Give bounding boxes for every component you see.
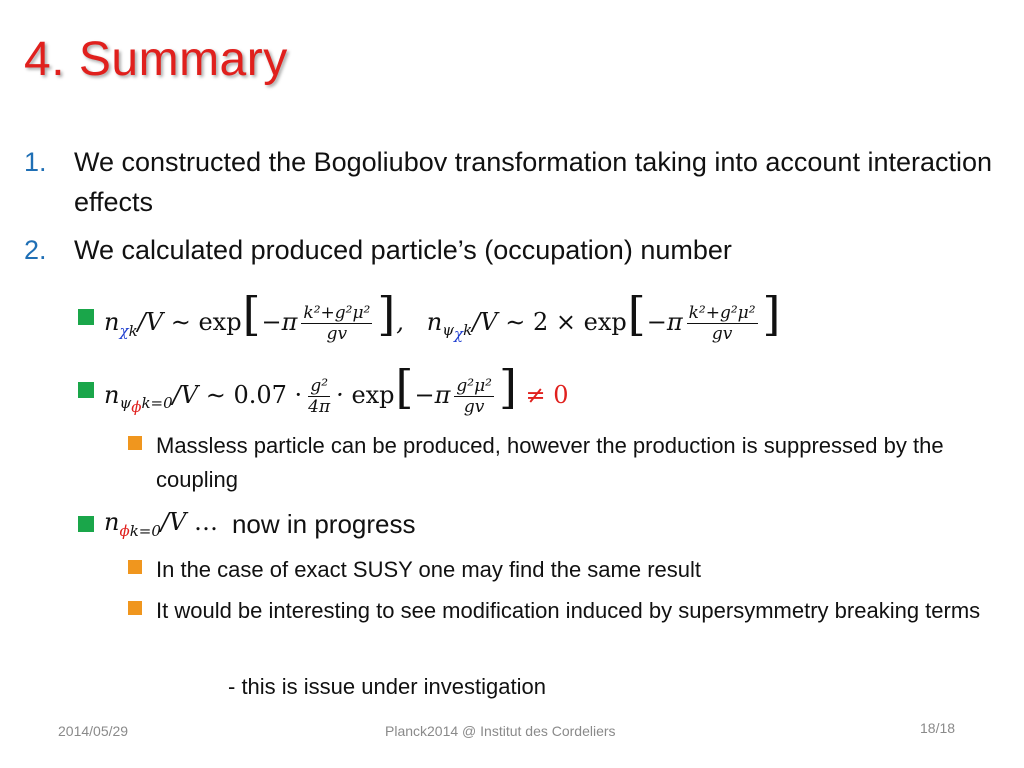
list-item-1 xyxy=(24,142,1004,222)
investigation-note: - this is issue under investigation xyxy=(228,674,546,699)
progress-text: now in progress xyxy=(231,508,416,539)
not-equal-zero: ≠ 0 xyxy=(525,380,569,409)
footer-date: 2014/05/29 xyxy=(58,723,129,739)
subbullet-modification: It would be interesting to see modification induced by supersymmetry breaking terms xyxy=(128,594,1006,628)
equation-occupation-chi-psi: $n_{\chi k}/V$ ∼ exp[−π $\frac{\text{k²+g²μ²}}{gv}$ ], $n_{\psi_\chi k}/V$ ∼ 2 × exp[−π $\frac{\text{k²+g²μ²}}{gv}$ ] xyxy=(78,287,781,347)
orange-bullet-icon xyxy=(128,560,142,574)
equation-occupation-phi: $n_{\phi k=0}/V$ … now in progress xyxy=(78,494,416,554)
list-item-2 xyxy=(24,230,1004,270)
orange-bullet-icon xyxy=(128,601,142,615)
green-bullet-icon xyxy=(78,382,94,398)
equation-occupation-psi-phi: $n_{\psi_\phi k=0}/V$ ∼ 0.07 · $\frac{\text{g²}}{4\pi}$ · exp[−π $\frac{\text{g²μ²}}{gv}$ ] ≠ 0 xyxy=(78,360,569,420)
list-text: We calculated produced particle’s (occupation) number xyxy=(74,235,732,265)
footer-venue: Planck2014 @ Institut des Cordeliers xyxy=(385,723,616,739)
green-bullet-icon xyxy=(78,309,94,325)
subbullet-massless: Massless particle can be produced, however the production is suppressed by the coupling xyxy=(128,429,1006,497)
list-text: We constructed the Bogoliubov transformation taking into account interaction effects xyxy=(74,147,993,217)
orange-bullet-icon xyxy=(128,436,142,450)
list-number: 2. xyxy=(24,235,47,265)
list-number: 1. xyxy=(24,147,47,177)
footer-page-number: 18/18 xyxy=(920,720,956,736)
subbullet-susy: In the case of exact SUSY one may find the same result xyxy=(128,553,1006,587)
green-bullet-icon xyxy=(78,516,94,532)
slide-title: 4. Summary xyxy=(24,33,288,86)
